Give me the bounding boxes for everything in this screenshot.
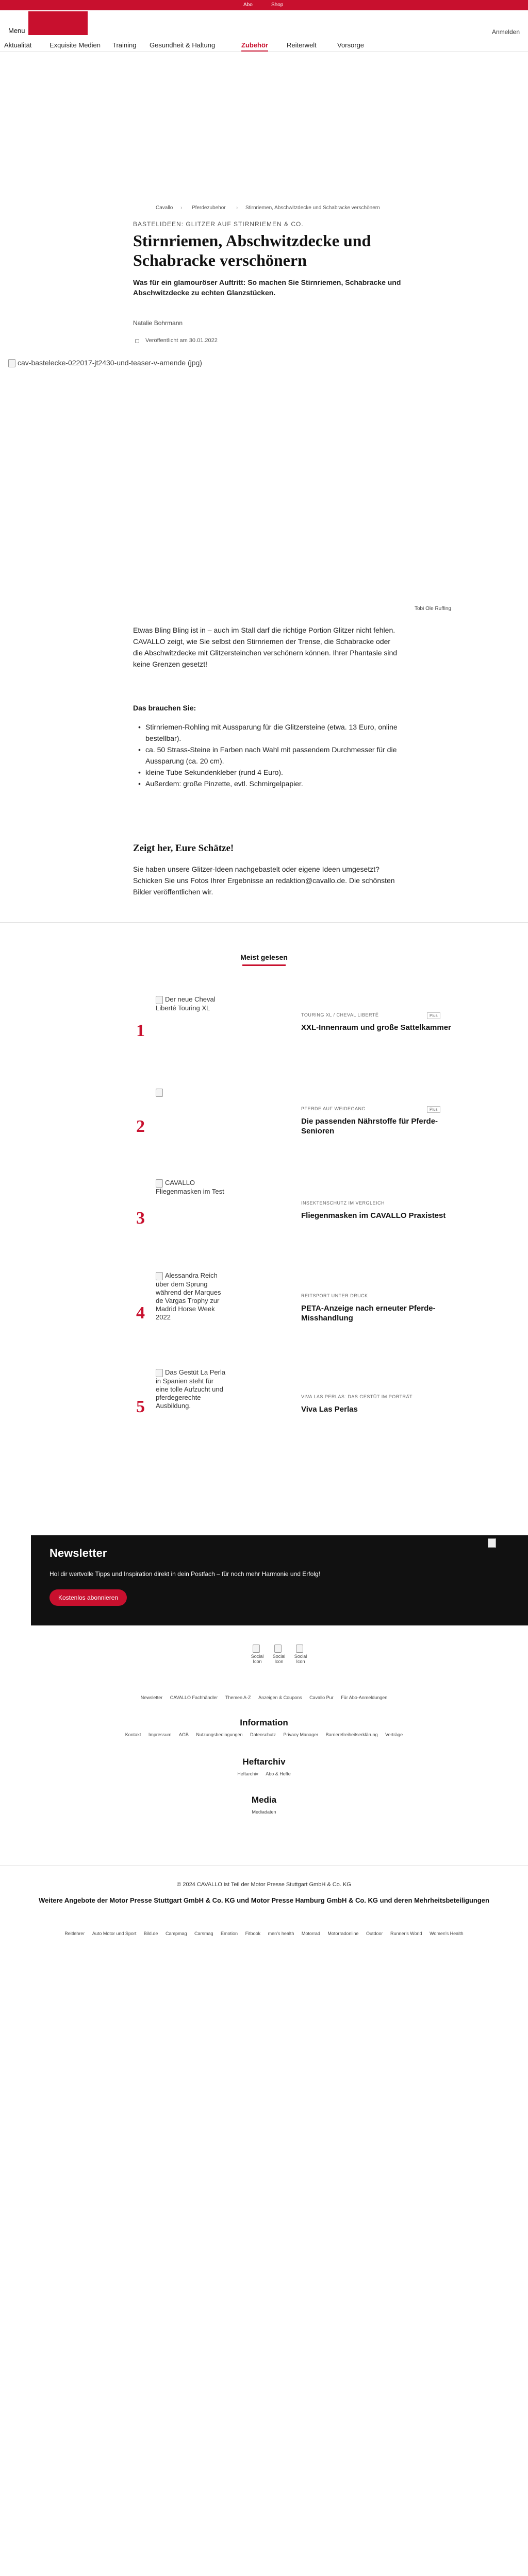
cavallo-logo[interactable]: [28, 11, 88, 35]
teaser-kicker: REITSPORT UNTER DRUCK: [301, 1293, 368, 1298]
needs-list: [138, 721, 401, 789]
article-teaser: Was für ein glamouröser Auftritt: So machen Sie Stirnriemen, Schabracke und Abschwitzdecke zu echten Glanzstücken.: [133, 278, 401, 297]
broken-image-icon: [156, 1089, 163, 1097]
footer-media-heading: Media: [251, 1795, 277, 1805]
network-link[interactable]: Reitlehrer: [64, 1931, 85, 1936]
teaser-title[interactable]: Fliegenmasken im CAVALLO Praxistest: [301, 1211, 446, 1220]
network-link[interactable]: Runner's World: [390, 1931, 422, 1936]
teaser-image-alt: Alessandra Reich über dem Sprung während der Marques de Vargas Trophy zur Madrid Horse Week 2022: [156, 1272, 221, 1321]
teaser-image[interactable]: [156, 1272, 228, 1321]
plus-badge: Plus: [427, 1012, 440, 1019]
main-nav: [0, 39, 528, 52]
social-icon-alt: Social Icon: [272, 1654, 286, 1664]
breadcrumb-separator: ›: [180, 205, 183, 211]
publish-date: Veröffentlicht am 30.01.2022: [145, 337, 218, 344]
newsletter-subscribe-button[interactable]: Kostenlos abonnieren: [50, 1589, 127, 1606]
image-credit: Tobi Ole Ruffing: [415, 606, 451, 612]
copyright: © 2024 CAVALLO ist Teil der Motor Presse Stuttgart GmbH & Co. KG: [177, 1882, 351, 1888]
footer-heftarchiv-links: [0, 1771, 528, 1776]
network-link[interactable]: Campmag: [165, 1931, 187, 1936]
nav-item-vorsorge[interactable]: Vorsorge: [337, 41, 365, 49]
network-link[interactable]: Emotion: [221, 1931, 238, 1936]
article-kicker: BASTELIDEEN: GLITZER AUF STIRNRIEMEN & CO.: [133, 221, 304, 228]
footer-divider: [0, 1865, 528, 1866]
newsletter-title: Newsletter: [50, 1547, 107, 1560]
broken-image-icon: [156, 1369, 163, 1377]
social-icon: [274, 1645, 282, 1653]
teaser-kicker: PFERDE AUF WEIDEGANG: [301, 1106, 366, 1111]
footer-media-links: [0, 1809, 528, 1815]
broken-image-icon: [156, 1179, 163, 1188]
rank-number: 1: [136, 1021, 145, 1040]
footer-links-primary: [0, 1695, 528, 1700]
footer-link[interactable]: Anzeigen & Coupons: [258, 1695, 302, 1700]
teaser-title[interactable]: PETA-Anzeige nach erneuter Pferde-Misshandlung: [301, 1304, 436, 1323]
network-link[interactable]: Women's Health: [430, 1931, 464, 1936]
article-title: Stirnriemen, Abschwitzdecke und Schabracke verschönern: [133, 231, 371, 269]
article-intro: Etwas Bling Bling ist in – auch im Stall darf die richtige Portion Glitzer nicht fehlen. CAVALLO zeigt, wie Sie selbst den Stirnriemen der Trense, die Schabracke oder die Abschwitzdecke mit Glitzersteinchen verschönern können. Ihrer Phantasie sind keine Grenzen gesetzt!: [133, 626, 398, 668]
network-link[interactable]: Outdoor: [366, 1931, 383, 1936]
most-read-heading: Meist gelesen: [240, 953, 288, 961]
social-icon-alt: Social Icon: [251, 1654, 264, 1664]
section-divider: [0, 922, 528, 923]
network-link[interactable]: men's health: [268, 1931, 294, 1936]
teaser-image-alt: CAVALLO Fliegenmasken im Test: [156, 1179, 224, 1195]
footer-link[interactable]: CAVALLO Fachhändler: [170, 1695, 218, 1700]
teaser-title[interactable]: XXL-Innenraum und große Sattelkammer: [301, 1023, 451, 1032]
rank-number: 2: [136, 1117, 145, 1136]
social-icon: [296, 1645, 303, 1653]
list-item: • ca. 50 Strass-Steine in Farben nach Wahl mit passendem Durchmesser für die Aussparung (ca. 20 cm).: [138, 744, 401, 767]
social-link[interactable]: [250, 1645, 265, 1664]
footer-link[interactable]: Abo & Hefte: [266, 1771, 291, 1776]
footer-link[interactable]: Themen A-Z: [225, 1695, 251, 1700]
network-link[interactable]: Bild.de: [143, 1931, 158, 1936]
footer-link[interactable]: Mediadaten: [252, 1809, 276, 1815]
needs-heading: Das brauchen Sie:: [133, 704, 196, 712]
hero-image-alt: cav-bastelecke-022017-jt2430-und-teaser-v-amende (jpg): [18, 359, 202, 367]
nav-item-training[interactable]: Training: [112, 41, 137, 49]
author-name[interactable]: Natalie Bohrmann: [133, 319, 183, 327]
social-icon: [253, 1645, 260, 1653]
show-text: Sie haben unsere Glitzer-Ideen nachgebastelt oder eigene Ideen umgesetzt? Schicken Sie uns Fotos Ihrer Ergebnisse an redaktion@cavallo.de. Die schönsten Bilder veröffentlichen wir.: [133, 865, 395, 896]
newsletter-image: [488, 1538, 496, 1548]
social-icon-alt: Social Icon: [294, 1654, 307, 1664]
teaser-title[interactable]: Viva Las Perlas: [301, 1405, 358, 1414]
teaser-image-alt: Der neue Cheval Liberté Touring XL: [156, 995, 216, 1012]
footer-link[interactable]: Datenschutz: [250, 1732, 276, 1737]
show-heading: Zeigt her, Eure Schätze!: [133, 843, 234, 854]
rank-number: 4: [136, 1303, 145, 1323]
list-item: • Stirnriemen-Rohling mit Aussparung für die Glitzersteine (etwa. 13 Euro, online bestellbar).: [138, 721, 401, 744]
shop-link[interactable]: Shop: [271, 2, 284, 8]
plus-badge: Plus: [427, 1106, 440, 1113]
footer-link[interactable]: AGB: [178, 1732, 189, 1737]
teaser-image[interactable]: [156, 995, 228, 1012]
heading-underline: [242, 964, 286, 966]
login-link[interactable]: Anmelden: [491, 28, 520, 36]
nav-item-gesundheit[interactable]: Gesundheit & Haltung: [150, 41, 216, 49]
footer-info-links: [0, 1732, 528, 1737]
broken-image-icon: [8, 359, 15, 367]
network-link[interactable]: Auto Motor und Sport: [92, 1931, 137, 1936]
footer-link[interactable]: Privacy Manager: [283, 1732, 319, 1737]
teaser-kicker: INSEKTENSCHUTZ IM VERGLEICH: [301, 1200, 385, 1206]
teaser-title[interactable]: Die passenden Nährstoffe für Pferde-Senioren: [301, 1117, 438, 1136]
social-link[interactable]: [293, 1645, 308, 1664]
network-link[interactable]: Motorradonline: [327, 1931, 359, 1936]
footer-link[interactable]: Kontakt: [125, 1732, 141, 1737]
network-link[interactable]: Fitbook: [245, 1931, 261, 1936]
teaser-image[interactable]: [156, 1088, 228, 1097]
network-links: [0, 1929, 528, 1938]
network-link[interactable]: Motorrad: [301, 1931, 320, 1936]
teaser-image-alt: Das Gestüt La Perla in Spanien steht für eine tolle Aufzucht und pferdegerechte Ausbildung.: [156, 1368, 226, 1410]
hero-image[interactable]: [8, 359, 307, 596]
top-bar: [0, 0, 528, 10]
broken-image-icon: [156, 1272, 163, 1280]
breadcrumb-item[interactable]: Pferdezubehör: [192, 205, 226, 211]
rank-number: 3: [136, 1209, 145, 1228]
social-link[interactable]: [271, 1645, 287, 1664]
footer-link[interactable]: Newsletter: [140, 1695, 163, 1700]
footer-link[interactable]: Barrierefreiheitserklärung: [325, 1732, 378, 1737]
list-item: • kleine Tube Sekundenkleber (rund 4 Euro).: [138, 767, 401, 778]
teaser-kicker: VIVA LAS PERLAS: DAS GESTÜT IM PORTRÄT: [301, 1394, 413, 1399]
footer-link[interactable]: Heftarchiv: [237, 1771, 258, 1776]
footer-link[interactable]: Für Abo-Anmeldungen: [341, 1695, 388, 1700]
footer-link[interactable]: Impressum: [148, 1732, 172, 1737]
abo-link[interactable]: Abo: [243, 2, 253, 8]
nav-item-zubehor[interactable]: Zubehör: [241, 41, 268, 52]
footer-link[interactable]: Verträge: [385, 1732, 403, 1737]
footer-link[interactable]: Cavallo Pur: [309, 1695, 334, 1700]
breadcrumb-current: Stirnriemen, Abschwitzdecke und Schabracke verschönern: [245, 205, 380, 211]
footer-link[interactable]: Nutzungsbedingungen: [196, 1732, 243, 1737]
menu-button[interactable]: Menu: [8, 27, 25, 35]
teaser-kicker: TOURING XL / CHEVAL LIBERTÉ: [301, 1012, 379, 1018]
newsletter-text: Hol dir wertvolle Tipps und Inspiration direkt in dein Postfach – für noch mehr Harmonie und Erfolg!: [50, 1570, 320, 1578]
teaser-image[interactable]: [156, 1368, 228, 1410]
broken-image-icon: [156, 996, 163, 1004]
network-link[interactable]: Carsmag: [194, 1931, 213, 1936]
list-item: • Außerdem: große Pinzette, evtl. Schmirgelpapier.: [138, 778, 401, 789]
network-heading: Weitere Angebote der Motor Presse Stuttgart GmbH & Co. KG und Motor Presse Hamburg GmbH & Co. KG und deren Mehrheitsbeteiligungen: [39, 1896, 489, 1904]
breadcrumb-separator: ›: [236, 205, 238, 211]
rank-number: 5: [136, 1397, 145, 1416]
footer-heftarchiv-heading: Heftarchiv: [242, 1757, 286, 1767]
calendar-icon: [135, 339, 139, 343]
teaser-image[interactable]: [156, 1179, 228, 1196]
footer-info-heading: Information: [240, 1718, 288, 1727]
breadcrumb-item[interactable]: Cavallo: [156, 205, 173, 211]
nav-item-exquisite-medien[interactable]: Exquisite Medien: [50, 41, 101, 49]
nav-item-aktualitat[interactable]: Aktualität: [4, 41, 32, 49]
nav-item-reiterwelt[interactable]: Reiterwelt: [287, 41, 317, 49]
